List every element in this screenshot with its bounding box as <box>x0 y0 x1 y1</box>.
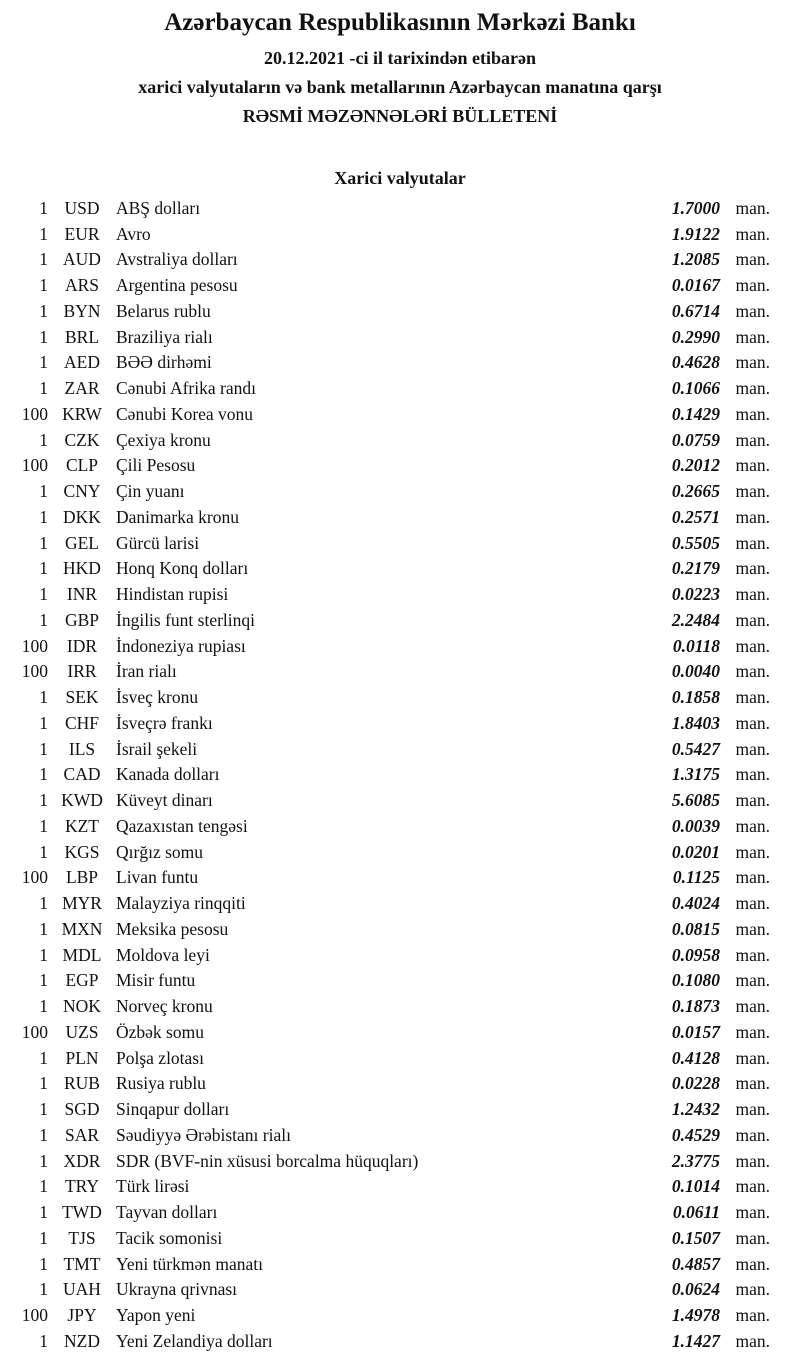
currency-quantity: 1 <box>39 352 48 373</box>
currency-code: MYR <box>62 893 102 913</box>
currency-code: PLN <box>65 1047 99 1068</box>
currency-rate: 0.0759 <box>671 429 720 450</box>
rate-row <box>8 247 770 273</box>
section-title-foreign-currencies: Xarici valyutalar <box>334 167 466 188</box>
currency-quantity: 1 <box>39 1202 48 1222</box>
bulletin-title-line: RƏSMİ MƏZƏNNƏLƏRİ BÜLLETENİ <box>242 105 558 126</box>
currency-code: MDL <box>62 944 102 965</box>
rate-row <box>8 659 770 685</box>
currency-name: Danimarka kronu <box>116 506 239 527</box>
currency-code: TWD <box>62 1202 102 1222</box>
rate-unit-label: man. <box>735 635 770 656</box>
rate-row <box>8 325 770 351</box>
currency-rate: 0.0815 <box>671 918 720 939</box>
rate-row <box>8 865 770 891</box>
currency-name: Argentina pesosu <box>116 275 238 295</box>
currency-rate: 0.6714 <box>671 300 720 321</box>
currency-quantity: 1 <box>39 481 48 501</box>
rate-row <box>8 299 770 325</box>
currency-quantity: 1 <box>39 429 48 450</box>
rate-row <box>8 1252 770 1278</box>
rate-unit-label: man. <box>735 481 770 501</box>
rate-row <box>8 634 770 660</box>
currency-rate: 1.9122 <box>671 223 720 244</box>
currency-name: Səudiyyə Ərəbistanı rialı <box>116 1124 291 1145</box>
rates-table <box>0 196 800 1353</box>
rate-unit-label: man. <box>735 970 770 991</box>
subject-line: xarici valyutaların və bank metallarının Azərbaycan manatına qarşı <box>138 76 662 97</box>
currency-code: GBP <box>64 609 100 630</box>
currency-code: GEL <box>64 532 100 553</box>
currency-name: Yeni türkmən manatı <box>116 1253 263 1274</box>
currency-code: LBP <box>65 867 99 888</box>
rate-unit-label: man. <box>735 1150 770 1171</box>
currency-code: USD <box>64 197 100 218</box>
currency-name: Cənubi Korea vonu <box>116 403 254 424</box>
rate-unit-label: man. <box>735 197 770 218</box>
bank-title: Azərbaycan Respublikasının Mərkəzi Bankı <box>164 9 636 36</box>
currency-rate: 5.6085 <box>671 790 720 810</box>
currency-quantity: 1 <box>39 1124 48 1145</box>
rate-row <box>8 402 770 428</box>
currency-code: RUB <box>64 1073 100 1094</box>
currency-code: EGP <box>65 970 99 991</box>
currency-rate: 1.7000 <box>671 197 720 218</box>
currency-quantity: 1 <box>39 300 48 321</box>
rate-unit-label: man. <box>735 1227 770 1248</box>
currency-rate: 2.2484 <box>671 609 720 630</box>
currency-quantity: 1 <box>39 944 48 965</box>
rate-unit-label: man. <box>735 1021 770 1042</box>
currency-name: Özbək somu <box>116 1021 204 1042</box>
currency-name: Tacik somonisi <box>116 1227 223 1248</box>
currency-name: Sinqapur dolları <box>116 1099 230 1119</box>
rate-unit-label: man. <box>735 815 770 836</box>
currency-rate: 0.0157 <box>671 1021 720 1042</box>
currency-name: Belarus rublu <box>116 300 211 321</box>
currency-code: AED <box>64 352 100 373</box>
currency-name: SDR (BVF-nin xüsusi borcalma hüquqları) <box>116 1150 419 1171</box>
currency-name: Kanada dolları <box>116 764 220 785</box>
rate-row <box>8 1123 770 1149</box>
rate-unit-label: man. <box>735 738 770 759</box>
currency-name: Çili Pesosu <box>116 455 196 476</box>
currency-rate: 0.2179 <box>671 558 720 579</box>
rate-unit-label: man. <box>735 1330 770 1351</box>
currency-code: NZD <box>64 1330 100 1351</box>
currency-rate: 0.0958 <box>671 944 720 965</box>
rate-row <box>8 917 770 943</box>
currency-rate: 0.2012 <box>671 455 720 476</box>
rate-row <box>8 814 770 840</box>
currency-rate: 0.0624 <box>671 1279 720 1300</box>
currency-code: TJS <box>68 1227 96 1248</box>
currency-name: Gürcü larisi <box>116 532 200 553</box>
currency-rate: 1.2085 <box>671 249 720 270</box>
currency-name: Yapon yeni <box>116 1305 196 1325</box>
currency-name: Misir funtu <box>116 970 196 991</box>
currency-name: Avstraliya dolları <box>116 249 238 270</box>
currency-quantity: 1 <box>39 687 48 707</box>
currency-rate: 0.4128 <box>671 1047 720 1068</box>
currency-name: Livan funtu <box>116 867 199 888</box>
currency-quantity: 1 <box>39 584 48 604</box>
currency-quantity: 1 <box>39 1099 48 1119</box>
rate-row <box>8 968 770 994</box>
currency-name: İndoneziya rupiası <box>116 635 246 656</box>
currency-rate: 0.0611 <box>672 1202 720 1222</box>
currency-name: Moldova leyi <box>116 944 210 965</box>
currency-quantity: 1 <box>39 712 48 733</box>
rate-row <box>8 1226 770 1252</box>
currency-rate: 0.0039 <box>671 815 720 836</box>
currency-quantity: 100 <box>21 403 48 424</box>
rate-row <box>8 222 770 248</box>
currency-code: AUD <box>63 249 101 270</box>
currency-quantity: 1 <box>39 378 48 398</box>
currency-quantity: 1 <box>39 558 48 579</box>
currency-name: Meksika pesosu <box>116 918 229 939</box>
currency-code: CZK <box>64 429 100 450</box>
currency-quantity: 1 <box>39 197 48 218</box>
currency-code: KRW <box>62 403 102 424</box>
currency-rate: 0.2665 <box>671 481 720 501</box>
rate-row <box>8 556 770 582</box>
currency-code: XDR <box>63 1150 101 1171</box>
currency-code: BYN <box>63 300 101 321</box>
currency-name: Braziliya rialı <box>116 326 213 347</box>
currency-quantity: 1 <box>39 1047 48 1068</box>
currency-quantity: 100 <box>21 455 48 476</box>
currency-code: INR <box>66 584 98 604</box>
currency-name: Yeni Zelandiya dolları <box>116 1330 273 1351</box>
currency-name: Çexiya kronu <box>116 429 211 450</box>
rate-unit-label: man. <box>735 609 770 630</box>
currency-quantity: 1 <box>39 918 48 939</box>
rate-row <box>8 479 770 505</box>
rate-unit-label: man. <box>735 558 770 579</box>
rate-unit-label: man. <box>735 378 770 398</box>
rate-unit-label: man. <box>735 661 770 682</box>
rate-unit-label: man. <box>735 1305 770 1325</box>
currency-code: ARS <box>64 275 100 295</box>
currency-quantity: 100 <box>21 661 48 682</box>
rate-unit-label: man. <box>735 352 770 373</box>
currency-name: Hindistan rupisi <box>116 584 229 604</box>
currency-rate: 1.4978 <box>671 1305 720 1325</box>
currency-quantity: 1 <box>39 506 48 527</box>
rate-row <box>8 943 770 969</box>
currency-code: IRR <box>67 661 97 682</box>
currency-name: Tayvan dolları <box>116 1202 218 1222</box>
effective-date-line: 20.12.2021 -ci il tarixindən etibarən <box>264 47 536 68</box>
rate-row <box>8 1020 770 1046</box>
currency-quantity: 1 <box>39 970 48 991</box>
currency-quantity: 100 <box>21 867 48 888</box>
currency-rate: 0.0040 <box>671 661 720 682</box>
rate-row <box>8 1071 770 1097</box>
rate-unit-label: man. <box>735 1202 770 1222</box>
currency-quantity: 100 <box>21 635 48 656</box>
currency-code: IDR <box>66 635 98 656</box>
rate-row <box>8 350 770 376</box>
rate-unit-label: man. <box>735 893 770 913</box>
rate-unit-label: man. <box>735 712 770 733</box>
document-header <box>0 0 800 125</box>
currency-quantity: 1 <box>39 841 48 862</box>
rate-row <box>8 376 770 402</box>
currency-rate: 0.1125 <box>672 867 720 888</box>
currency-quantity: 1 <box>39 1330 48 1351</box>
currency-rate: 0.1080 <box>671 970 720 991</box>
rate-unit-label: man. <box>735 764 770 785</box>
rate-row <box>8 453 770 479</box>
rate-row <box>8 608 770 634</box>
currency-name: Honq Konq dolları <box>116 558 249 579</box>
currency-quantity: 1 <box>39 609 48 630</box>
currency-code: CAD <box>63 764 101 785</box>
currency-quantity: 1 <box>39 249 48 270</box>
currency-name: İran rialı <box>116 661 177 682</box>
rate-row <box>8 428 770 454</box>
currency-name: İngilis funt sterlinqi <box>116 609 256 630</box>
currency-rate: 0.5427 <box>671 738 720 759</box>
currency-quantity: 100 <box>21 1305 48 1325</box>
currency-name: Çin yuanı <box>116 481 185 501</box>
currency-rate: 0.4628 <box>671 352 720 373</box>
currency-quantity: 1 <box>39 738 48 759</box>
currency-rate: 0.1507 <box>671 1227 720 1248</box>
currency-name: Cənubi Afrika randı <box>116 378 256 398</box>
rate-unit-label: man. <box>735 429 770 450</box>
currency-code: JPY <box>67 1305 97 1325</box>
currency-name: Türk lirəsi <box>116 1176 190 1197</box>
rate-row <box>8 1303 770 1329</box>
currency-code: MXN <box>61 918 103 939</box>
currency-name: Qazaxıstan tengəsi <box>116 815 248 836</box>
rate-row <box>8 273 770 299</box>
currency-name: Avro <box>116 223 151 244</box>
rate-unit-label: man. <box>735 996 770 1016</box>
currency-code: DKK <box>63 506 101 527</box>
currency-quantity: 1 <box>39 893 48 913</box>
currency-quantity: 1 <box>39 1227 48 1248</box>
currency-rate: 0.0201 <box>671 841 720 862</box>
rate-unit-label: man. <box>735 455 770 476</box>
currency-code: KWD <box>61 790 103 810</box>
rate-unit-label: man. <box>735 1099 770 1119</box>
rate-unit-label: man. <box>735 532 770 553</box>
rate-unit-label: man. <box>735 403 770 424</box>
currency-quantity: 1 <box>39 1279 48 1300</box>
rate-unit-label: man. <box>735 1279 770 1300</box>
currency-quantity: 1 <box>39 1150 48 1171</box>
currency-quantity: 1 <box>39 532 48 553</box>
currency-quantity: 1 <box>39 996 48 1016</box>
currency-code: TMT <box>63 1253 101 1274</box>
currency-code: NOK <box>63 996 101 1016</box>
currency-code: HKD <box>63 558 101 579</box>
rate-row <box>8 891 770 917</box>
currency-quantity: 1 <box>39 815 48 836</box>
rate-row <box>8 994 770 1020</box>
rate-unit-label: man. <box>735 1047 770 1068</box>
rate-row <box>8 762 770 788</box>
currency-rate: 0.2990 <box>671 326 720 347</box>
currency-name: Malayziya rinqqiti <box>116 893 246 913</box>
currency-quantity: 100 <box>21 1021 48 1042</box>
rate-row <box>8 1277 770 1303</box>
rate-row <box>8 1046 770 1072</box>
currency-rate: 2.3775 <box>671 1150 720 1171</box>
currency-rate: 0.1873 <box>671 996 720 1016</box>
currency-rate: 0.1858 <box>671 687 720 707</box>
currency-quantity: 1 <box>39 223 48 244</box>
currency-quantity: 1 <box>39 764 48 785</box>
rate-unit-label: man. <box>735 918 770 939</box>
rate-row <box>8 505 770 531</box>
currency-code: UAH <box>63 1279 101 1300</box>
rate-row <box>8 685 770 711</box>
currency-code: SAR <box>64 1124 100 1145</box>
currency-name: İsrail şekeli <box>116 738 198 759</box>
rate-row <box>8 1097 770 1123</box>
currency-rate: 1.3175 <box>671 764 720 785</box>
rate-unit-label: man. <box>735 275 770 295</box>
currency-name: İsveçrə frankı <box>116 712 213 733</box>
currency-rate: 0.0228 <box>671 1073 720 1094</box>
rate-unit-label: man. <box>735 1073 770 1094</box>
currency-rate: 0.5505 <box>671 532 720 553</box>
rate-row <box>8 1329 770 1353</box>
rate-unit-label: man. <box>735 1253 770 1274</box>
rate-unit-label: man. <box>735 326 770 347</box>
currency-code: CHF <box>64 712 100 733</box>
currency-name: Qırğız somu <box>116 841 204 862</box>
currency-name: ABŞ dolları <box>116 197 201 218</box>
rate-unit-label: man. <box>735 867 770 888</box>
rate-unit-label: man. <box>735 1124 770 1145</box>
rate-unit-label: man. <box>735 249 770 270</box>
currency-code: SGD <box>64 1099 100 1119</box>
currency-rate: 1.2432 <box>671 1099 720 1119</box>
currency-name: Polşa zlotası <box>116 1047 204 1068</box>
rate-row <box>8 737 770 763</box>
currency-quantity: 1 <box>39 275 48 295</box>
rate-unit-label: man. <box>735 300 770 321</box>
currency-quantity: 1 <box>39 1253 48 1274</box>
currency-name: Ukrayna qrivnası <box>116 1279 238 1300</box>
currency-rate: 0.1429 <box>671 403 720 424</box>
currency-code: CNY <box>63 481 101 501</box>
currency-rate: 0.4857 <box>671 1253 720 1274</box>
rate-row <box>8 840 770 866</box>
rate-row <box>8 582 770 608</box>
currency-rate: 1.1427 <box>671 1330 720 1351</box>
currency-quantity: 1 <box>39 326 48 347</box>
currency-rate: 0.2571 <box>671 506 720 527</box>
rate-row <box>8 788 770 814</box>
currency-code: TRY <box>64 1176 100 1197</box>
rate-row <box>8 531 770 557</box>
currency-code: EUR <box>64 223 100 244</box>
currency-code: UZS <box>65 1021 99 1042</box>
currency-name: Rusiya rublu <box>116 1073 206 1094</box>
currency-code: KGS <box>64 841 100 862</box>
currency-rate: 0.4529 <box>671 1124 720 1145</box>
currency-name: Küveyt dinarı <box>116 790 213 810</box>
currency-code: KZT <box>64 815 100 836</box>
currency-code: CLP <box>65 455 99 476</box>
currency-rate: 1.8403 <box>671 712 720 733</box>
currency-quantity: 1 <box>39 1073 48 1094</box>
currency-code: BRL <box>64 326 100 347</box>
rate-unit-label: man. <box>735 841 770 862</box>
rate-row <box>8 1149 770 1175</box>
currency-rate: 0.0118 <box>672 635 720 656</box>
currency-rate: 0.1014 <box>671 1176 720 1197</box>
currency-rate: 0.0223 <box>671 584 720 604</box>
rate-unit-label: man. <box>735 506 770 527</box>
currency-name: İsveç kronu <box>116 687 199 707</box>
rate-unit-label: man. <box>735 1176 770 1197</box>
rate-unit-label: man. <box>735 223 770 244</box>
currency-code: SEK <box>65 687 99 707</box>
rate-unit-label: man. <box>735 944 770 965</box>
currency-name: BƏƏ dirhəmi <box>116 352 212 373</box>
currency-code: ZAR <box>64 378 100 398</box>
rate-row <box>8 1200 770 1226</box>
rate-unit-label: man. <box>735 584 770 604</box>
currency-name: Norveç kronu <box>116 996 213 1016</box>
currency-quantity: 1 <box>39 1176 48 1197</box>
currency-quantity: 1 <box>39 790 48 810</box>
rate-unit-label: man. <box>735 687 770 707</box>
currency-code: ILS <box>68 738 96 759</box>
rate-unit-label: man. <box>735 790 770 810</box>
rate-row <box>8 1174 770 1200</box>
currency-rate: 0.4024 <box>671 893 720 913</box>
rate-row <box>8 711 770 737</box>
rate-row <box>8 196 770 222</box>
currency-rate: 0.1066 <box>671 378 720 398</box>
currency-rate: 0.0167 <box>671 275 720 295</box>
